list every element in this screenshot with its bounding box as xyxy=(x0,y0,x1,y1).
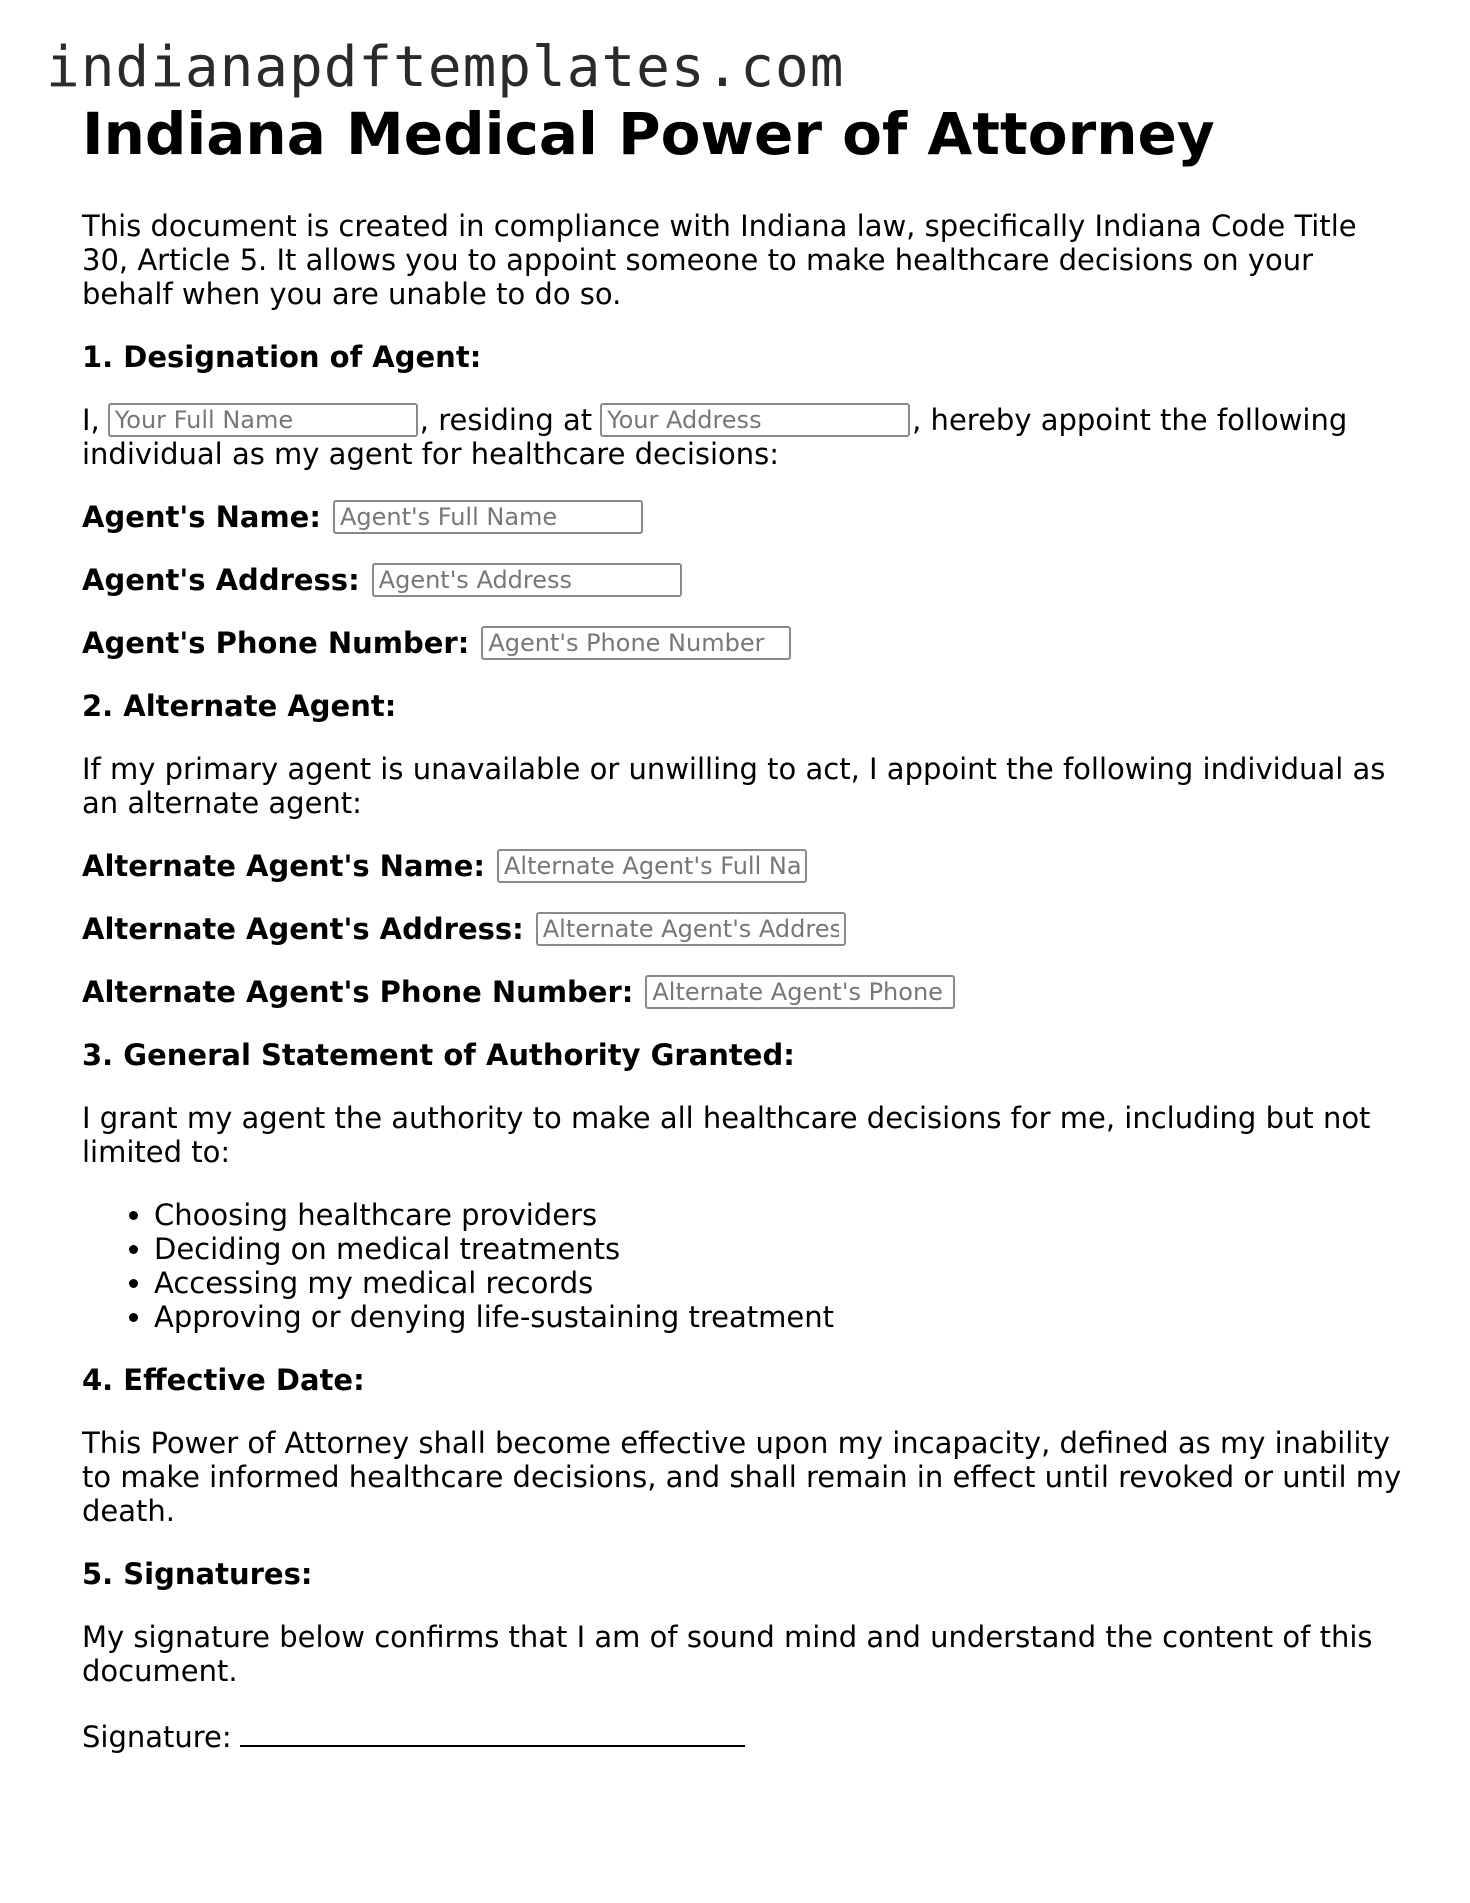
agent-address-row xyxy=(82,563,1402,597)
designation-suffix: , hereby appoint the following xyxy=(912,402,1348,437)
agent-name-field[interactable] xyxy=(333,500,643,534)
authority-list xyxy=(82,1198,1402,1334)
page-title: Indiana Medical Power of Attorney xyxy=(82,100,1215,168)
section-heading-authority: 3. General Statement of Authority Granted: xyxy=(82,1037,795,1072)
agent-address-field[interactable] xyxy=(372,563,682,597)
signature-label: Signature: xyxy=(82,1719,232,1754)
signature-line[interactable] xyxy=(240,1717,745,1747)
alternate-address-row xyxy=(82,912,1402,946)
alternate-paragraph: If my primary agent is unavailable or unwilling to act, I appoint the following individual as an alternate agent: xyxy=(82,751,1386,820)
designation-prefix: I, xyxy=(82,402,100,437)
list-item: • Choosing healthcare providers xyxy=(154,1198,1402,1232)
alternate-name-row xyxy=(82,849,1402,883)
list-item: • Accessing my medical records xyxy=(154,1266,1402,1300)
signatures-paragraph: My signature below confirms that I am of sound mind and understand the content of this document. xyxy=(82,1619,1373,1688)
agent-address-label: Agent's Address: xyxy=(82,562,360,597)
section-heading-signatures: 5. Signatures: xyxy=(82,1556,313,1591)
alternate-phone-field[interactable] xyxy=(645,975,955,1009)
signature-row xyxy=(82,1717,1402,1754)
document-page xyxy=(82,100,1402,1754)
authority-paragraph: I grant my agent the authority to make all healthcare decisions for me, including but not limited to: xyxy=(82,1100,1371,1169)
alternate-name-label: Alternate Agent's Name: xyxy=(82,848,485,883)
agent-phone-field[interactable] xyxy=(481,626,791,660)
alternate-name-field[interactable] xyxy=(497,849,807,883)
designation-residing: , residing at xyxy=(419,402,593,437)
your-address-field[interactable] xyxy=(600,403,910,437)
intro-paragraph: This document is created in compliance with Indiana law, specifically Indiana Code Title 30, Article 5. It allows you to appoint someone to make healthcare decisions on your behalf when you are unable to do so. xyxy=(82,208,1357,311)
watermark: indianapdftemplates.com xyxy=(46,35,845,100)
alternate-phone-label: Alternate Agent's Phone Number: xyxy=(82,974,634,1009)
list-item: • Deciding on medical treatments xyxy=(154,1232,1402,1266)
alternate-phone-row xyxy=(82,975,1402,1009)
section-heading-effective-date: 4. Effective Date: xyxy=(82,1362,365,1397)
designation-statement xyxy=(82,403,1402,471)
your-full-name-field[interactable] xyxy=(108,403,418,437)
alternate-address-field[interactable] xyxy=(536,912,846,946)
section-heading-alternate: 2. Alternate Agent: xyxy=(82,688,397,723)
alternate-address-label: Alternate Agent's Address: xyxy=(82,911,524,946)
agent-name-row xyxy=(82,500,1402,534)
agent-phone-label: Agent's Phone Number: xyxy=(82,625,470,660)
agent-name-label: Agent's Name: xyxy=(82,499,321,534)
section-heading-designation: 1. Designation of Agent: xyxy=(82,339,482,374)
agent-phone-row xyxy=(82,626,1402,660)
effective-date-paragraph: This Power of Attorney shall become effective upon my incapacity, defined as my inability to make informed healthcare decisions, and shall remain in effect until revoked or until my death. xyxy=(82,1425,1402,1528)
list-item: • Approving or denying life-sustaining treatment xyxy=(154,1300,1402,1334)
designation-continuation: individual as my agent for healthcare decisions: xyxy=(82,436,780,471)
